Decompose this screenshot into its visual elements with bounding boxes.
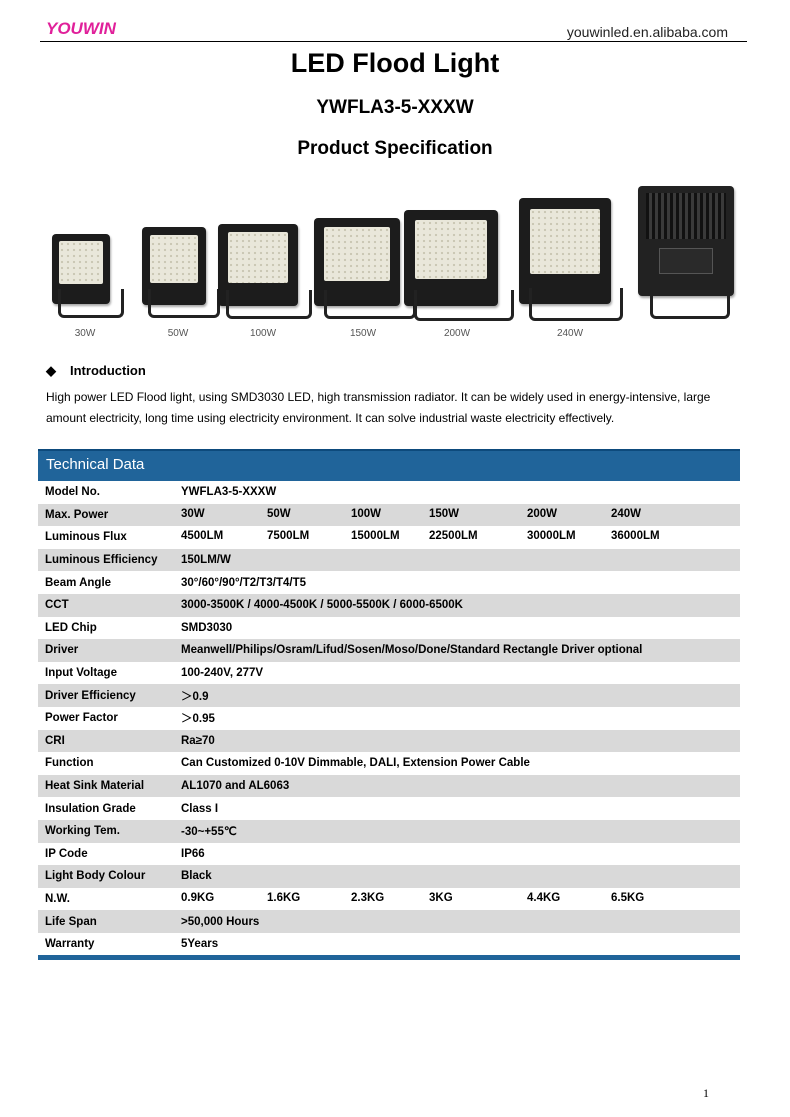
model-number: YWFLA3-5-XXXW	[316, 97, 474, 118]
table-row	[38, 684, 740, 707]
spec-value: 5Years	[181, 938, 219, 951]
spec-value-cell: 30W	[181, 507, 205, 520]
spec-value: 30°/60°/90°/T2/T3/T4/T5	[181, 576, 307, 589]
spec-key: Light Body Colour	[38, 865, 181, 888]
spec-key: Working Tem.	[38, 820, 181, 843]
product-label: 50W	[167, 328, 189, 339]
spec-key: Input Voltage	[45, 667, 117, 680]
spec-value: Meanwell/Philips/Osram/Lifud/Sosen/Moso/Done/Standard Rectangle Driver optional	[181, 639, 740, 662]
technical-data-title: Technical Data	[46, 456, 145, 473]
spec-value-cell: 22500LM	[429, 530, 478, 543]
spec-value-cell: 0.9KG	[181, 891, 215, 904]
spec-value: Ra≥70	[181, 730, 740, 753]
table-row	[38, 707, 740, 730]
spec-values	[181, 504, 740, 527]
table-row	[38, 775, 740, 798]
spec-key: Beam Angle	[45, 576, 112, 589]
spec-key: Power Factor	[45, 712, 118, 725]
introduction-title: Introduction	[70, 363, 146, 378]
table-row	[38, 752, 740, 775]
table-row	[38, 888, 740, 911]
spec-key: Driver	[38, 639, 181, 662]
table-row	[38, 549, 740, 572]
spec-key: Driver Efficiency	[38, 684, 181, 707]
spec-value-cell: 100W	[351, 507, 382, 520]
table-row	[38, 843, 740, 866]
spec-value: >50,000 Hours	[181, 910, 740, 933]
technical-data-header	[38, 449, 740, 481]
product-image-150w	[314, 218, 412, 338]
spec-key: Insulation Grade	[45, 802, 136, 815]
table-row	[38, 797, 740, 820]
spec-value: YWFLA3-5-XXXW	[181, 486, 277, 499]
spec-value: Class I	[181, 802, 219, 815]
spec-table	[38, 481, 740, 955]
spec-key: CCT	[38, 594, 181, 617]
spec-value: Black	[181, 865, 740, 888]
spec-value-cell: 30000LM	[527, 530, 576, 543]
table-row	[38, 481, 740, 504]
product-image-200w	[404, 210, 510, 338]
spec-value: 3000-3500K / 4000-4500K / 5000-5500K / 6000-6500K	[181, 594, 740, 617]
product-label: 100W	[249, 328, 277, 339]
table-bottom-bar	[38, 955, 740, 960]
spec-key: Model No.	[45, 486, 100, 499]
brand-logo: YOUWIN	[46, 19, 116, 38]
table-row	[38, 639, 740, 662]
page-number: 1	[703, 1086, 709, 1100]
spec-key: Life Span	[38, 910, 181, 933]
header-divider	[40, 41, 747, 42]
product-image-100w	[218, 224, 308, 338]
spec-value-cell: 6.5KG	[611, 891, 645, 904]
spec-value-cell: 7500LM	[267, 530, 310, 543]
table-row	[38, 730, 740, 753]
table-row	[38, 910, 740, 933]
spec-value: ＞0.9	[181, 684, 740, 707]
spec-value-cell: 2.3KG	[351, 891, 385, 904]
table-row	[38, 526, 740, 549]
spec-key: Function	[45, 757, 94, 770]
spec-key: Max. Power	[38, 504, 181, 527]
spec-value: Can Customized 0-10V Dimmable, DALI, Extension Power Cable	[181, 757, 530, 770]
product-image-back	[638, 186, 738, 326]
product-image-240w	[519, 198, 621, 338]
spec-key: IP Code	[45, 847, 88, 860]
spec-key: Warranty	[45, 938, 95, 951]
spec-key: Luminous Flux	[45, 531, 127, 544]
spec-value: IP66	[181, 847, 205, 860]
diamond-bullet-icon: ◆	[46, 363, 56, 378]
spec-value: 100-240V, 277V	[181, 667, 264, 680]
introduction-heading	[46, 363, 146, 379]
spec-value-cell: 4.4KG	[527, 891, 561, 904]
spec-value-cell: 4500LM	[181, 530, 224, 543]
spec-key: CRI	[38, 730, 181, 753]
spec-value: SMD3030	[181, 621, 233, 634]
spec-value-cell: 15000LM	[351, 530, 400, 543]
spec-value: -30~+55℃	[181, 820, 740, 843]
spec-value-cell: 3KG	[429, 891, 453, 904]
spec-value-cell: 240W	[611, 507, 642, 520]
table-row	[38, 820, 740, 843]
table-row	[38, 594, 740, 617]
product-image-30w	[52, 234, 118, 338]
table-row	[38, 617, 740, 640]
introduction-text: High power LED Flood light, using SMD3030 LED, high transmission radiator. It can be widely used in energy-intensive, large amount electricity, long time using electricity environment. It can solve industrial waste electricity effectively.	[46, 390, 711, 425]
product-label: 240W	[556, 328, 584, 339]
spec-value-cell: 50W	[267, 507, 291, 520]
spec-key: Luminous Efficiency	[38, 549, 181, 572]
spec-value: ＞0.95	[181, 713, 215, 726]
spec-key: N.W.	[45, 892, 70, 905]
product-label: 30W	[74, 328, 96, 339]
spec-title: Product Specification	[297, 138, 493, 159]
table-row	[38, 662, 740, 685]
spec-values	[181, 526, 740, 549]
spec-value-cell: 150W	[429, 507, 460, 520]
spec-value: AL1070 and AL6063	[181, 775, 740, 798]
table-row	[38, 865, 740, 888]
product-lineup	[46, 182, 748, 342]
spec-value: 150LM/W	[181, 549, 740, 572]
product-image-50w	[142, 227, 214, 338]
website-url: youwinled.en.alibaba.com	[566, 24, 728, 40]
table-row	[38, 504, 740, 527]
table-row	[38, 571, 740, 594]
spec-key: LED Chip	[45, 621, 97, 634]
product-label: 150W	[349, 328, 377, 339]
product-label: 200W	[443, 328, 471, 339]
table-row	[38, 933, 740, 956]
page-title: LED Flood Light	[290, 48, 500, 78]
spec-key: Heat Sink Material	[38, 775, 181, 798]
spec-values	[181, 888, 740, 911]
spec-value-cell: 1.6KG	[267, 891, 301, 904]
spec-value-cell: 36000LM	[611, 530, 660, 543]
spec-value-cell: 200W	[527, 507, 558, 520]
